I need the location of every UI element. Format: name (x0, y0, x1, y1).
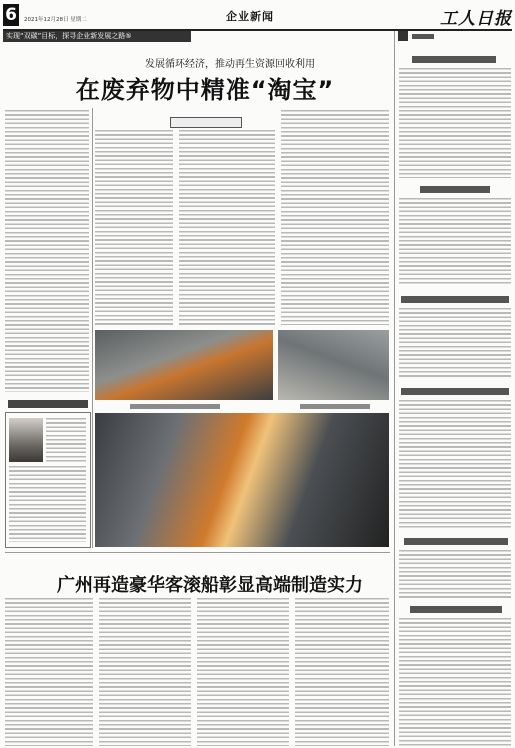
second-body-col-1 (5, 598, 93, 746)
page-number: 6 (3, 4, 19, 26)
brief-headline (401, 296, 509, 303)
photo-workers (95, 330, 273, 400)
column-tag (170, 117, 242, 128)
section-title: 企业新闻 (226, 10, 274, 23)
lead-body-col-4 (281, 110, 389, 325)
column-divider (92, 108, 93, 548)
photo-caption (130, 404, 220, 409)
brief-text (399, 550, 511, 598)
brief-text (399, 308, 511, 378)
lead-body-col-1 (5, 110, 89, 392)
issue-date: 2021年12月28日 星期二 (24, 17, 87, 23)
second-headline: 广州再造豪华客滚船彰显高端制造实力 (57, 575, 363, 596)
brief-text (399, 618, 511, 746)
brief-text (399, 400, 511, 528)
right-column-divider (394, 31, 395, 746)
photo-recycling (278, 330, 389, 400)
photo-caption (300, 404, 370, 409)
lead-headline: 在废弃物中精准“淘宝” (75, 76, 335, 104)
left-column-headline (8, 400, 88, 408)
left-column-text (46, 418, 86, 462)
photo-shipyard (95, 413, 389, 547)
brief-headline (410, 606, 502, 613)
right-column-tag (398, 31, 408, 41)
brief-headline (401, 388, 509, 395)
second-body-col-4 (295, 598, 389, 746)
lead-body-col-3 (179, 130, 275, 325)
photo-portrait (9, 418, 43, 462)
brief-headline (412, 56, 496, 63)
series-banner: 实现“双碳”目标，探寻企业新发展之路⑤ (3, 31, 191, 42)
second-body-col-3 (197, 598, 289, 746)
left-column-text (9, 466, 86, 542)
brief-headline (420, 186, 490, 193)
right-column-label (412, 34, 434, 39)
section-rule (5, 552, 390, 553)
masthead-logo: 工人日报 (440, 9, 512, 29)
brief-text (399, 198, 511, 286)
brief-headline (404, 538, 508, 545)
second-body-col-2 (99, 598, 191, 746)
brief-text (399, 68, 511, 178)
lead-body-col-2 (95, 130, 173, 325)
lead-subtitle: 发展循环经济，推动再生资源回收利用 (145, 59, 315, 70)
